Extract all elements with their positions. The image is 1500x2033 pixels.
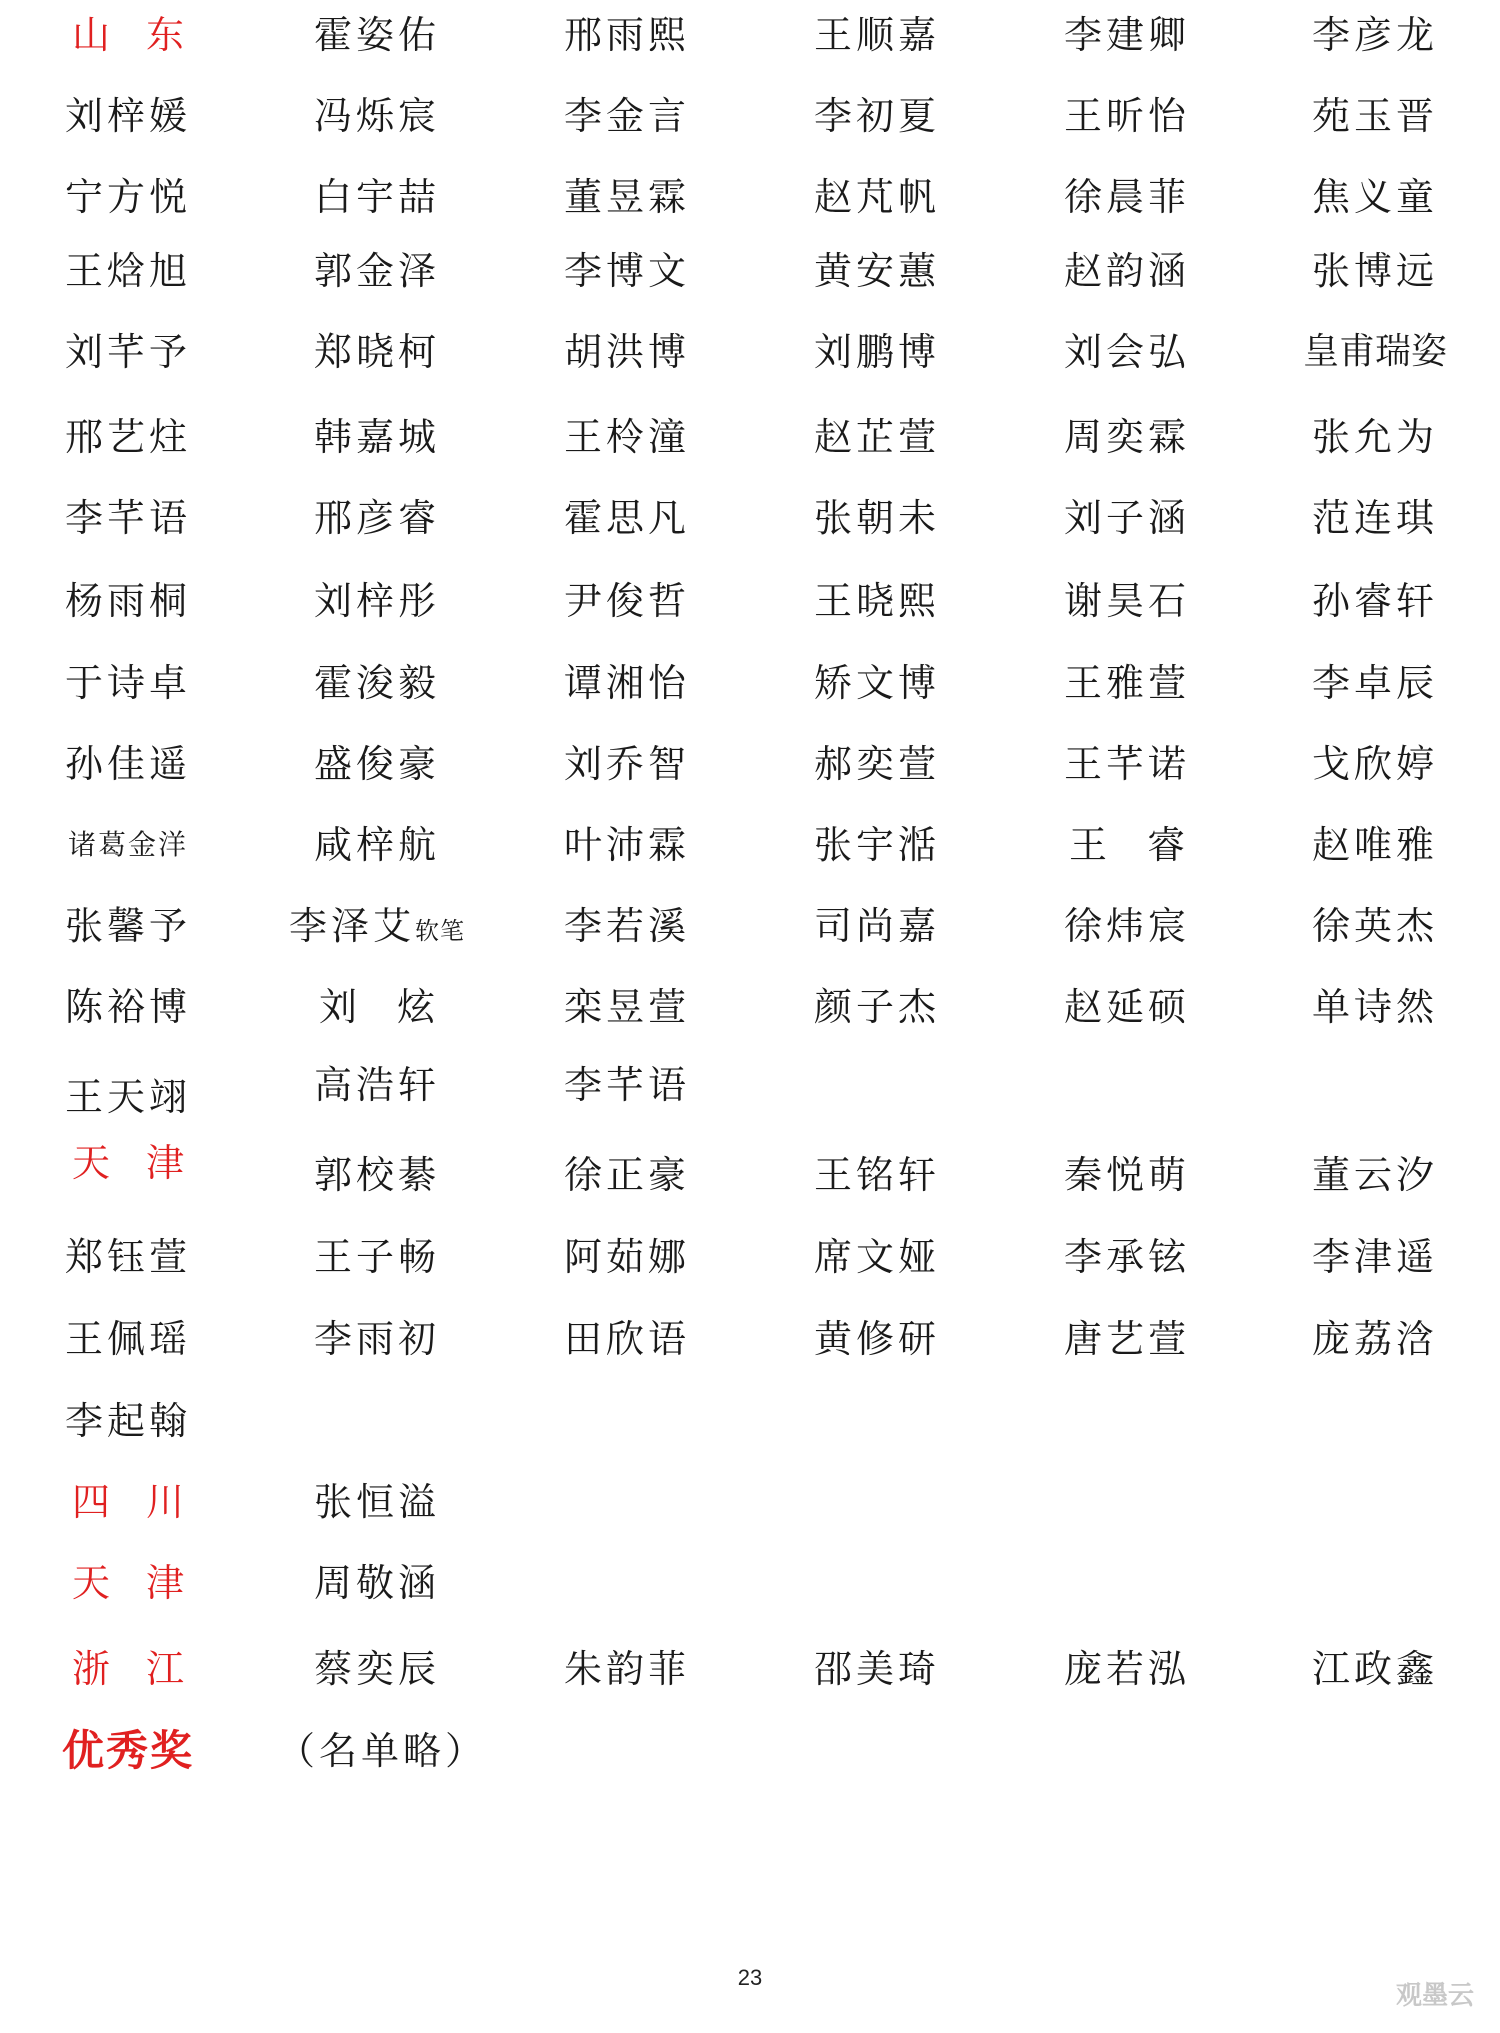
name-cell: 刘炫 bbox=[318, 985, 475, 1029]
name-cell: 孙睿轩 bbox=[1311, 579, 1438, 623]
name-cell: 郭金泽 bbox=[313, 249, 440, 293]
name-cell: 董昱霖 bbox=[563, 175, 690, 219]
table-row bbox=[0, 1216, 1500, 1298]
name-cell: 刘梓媛 bbox=[64, 94, 191, 138]
name-cell: 张馨予 bbox=[64, 904, 191, 948]
name-cell: 黄安蕙 bbox=[813, 249, 940, 293]
name-cell: 周敬涵 bbox=[313, 1561, 440, 1605]
name-cell: 李芊语 bbox=[64, 496, 191, 540]
name-cell: 张允为 bbox=[1311, 415, 1438, 459]
list-omitted-note: （名单略） bbox=[277, 1729, 488, 1773]
name-cell: 朱韵菲 bbox=[563, 1647, 690, 1691]
name-cell: 王柃潼 bbox=[563, 415, 690, 459]
table-row bbox=[0, 1380, 1500, 1462]
name-cell: 霍姿佑 bbox=[313, 13, 440, 57]
name-cell bbox=[277, 885, 477, 967]
name-cell: 王佩瑶 bbox=[64, 1317, 191, 1361]
name-cell: 江政鑫 bbox=[1311, 1647, 1438, 1691]
table-row bbox=[0, 75, 1500, 157]
name-cell: 邢雨熙 bbox=[563, 13, 690, 57]
name-cell: 王睿 bbox=[1068, 823, 1225, 867]
table-row bbox=[0, 0, 1500, 76]
name-cell: 白宇喆 bbox=[313, 175, 440, 219]
name-text: 李泽艾 bbox=[288, 904, 415, 948]
name-cell: 杨雨桐 bbox=[64, 579, 191, 623]
table-row bbox=[0, 1542, 1500, 1624]
name-cell: 赵延硕 bbox=[1063, 985, 1190, 1029]
name-cell: 王芊诺 bbox=[1063, 742, 1190, 786]
name-cell: 刘乔智 bbox=[563, 742, 690, 786]
name-cell: 席文娅 bbox=[813, 1235, 940, 1279]
name-cell: 咸梓航 bbox=[313, 823, 440, 867]
name-cell: 胡洪博 bbox=[563, 330, 690, 374]
table-row bbox=[0, 396, 1500, 478]
name-cell: 高浩轩 bbox=[313, 1063, 440, 1107]
name-cell: 李起翰 bbox=[64, 1399, 191, 1443]
name-cell: 陈裕博 bbox=[64, 985, 191, 1029]
name-cell: 刘芊予 bbox=[64, 330, 191, 374]
name-cell: 张恒溢 bbox=[313, 1480, 440, 1524]
name-cell: 冯烁宸 bbox=[313, 94, 440, 138]
name-cell: 李卓辰 bbox=[1311, 661, 1438, 705]
name-cell: 张朝未 bbox=[813, 496, 940, 540]
name-cell: 谢昊石 bbox=[1063, 579, 1190, 623]
name-cell: 阿茹娜 bbox=[563, 1235, 690, 1279]
name-cell: 李彦龙 bbox=[1311, 13, 1438, 57]
name-cell: 王昕怡 bbox=[1063, 94, 1190, 138]
name-cell: 赵唯雅 bbox=[1311, 823, 1438, 867]
name-cell: 诸葛金洋 bbox=[67, 828, 188, 861]
table-row bbox=[0, 723, 1500, 805]
name-cell: 刘梓彤 bbox=[313, 579, 440, 623]
name-cell: 孙佳遥 bbox=[64, 742, 191, 786]
name-cell: 田欣语 bbox=[563, 1317, 690, 1361]
name-cell: 秦悦萌 bbox=[1063, 1153, 1190, 1197]
name-cell: 李初夏 bbox=[813, 94, 940, 138]
name-cell: 王顺嘉 bbox=[813, 13, 940, 57]
name-cell: 邵美琦 bbox=[813, 1647, 940, 1691]
name-cell: 徐晨菲 bbox=[1063, 175, 1190, 219]
name-cell: 韩嘉城 bbox=[313, 415, 440, 459]
table-row bbox=[0, 1134, 1500, 1216]
name-cell: 栾昱萱 bbox=[563, 985, 690, 1029]
watermark-logo: 观墨云 bbox=[1395, 1981, 1474, 2011]
name-cell: 赵韵涵 bbox=[1063, 249, 1190, 293]
name-cell: 郑钰萱 bbox=[64, 1235, 191, 1279]
excellence-award-heading: 优秀奖 bbox=[61, 1726, 194, 1775]
name-cell: 李金言 bbox=[563, 94, 690, 138]
name-cell: 王铭轩 bbox=[813, 1153, 940, 1197]
name-cell: 焦义童 bbox=[1311, 175, 1438, 219]
name-cell: 庞荔浛 bbox=[1311, 1317, 1438, 1361]
name-cell: 徐炜宸 bbox=[1063, 904, 1190, 948]
name-cell: 周奕霖 bbox=[1063, 415, 1190, 459]
name-cell: 郑晓柯 bbox=[313, 330, 440, 374]
table-row bbox=[0, 642, 1500, 724]
name-cell: 苑玉晋 bbox=[1311, 94, 1438, 138]
table-row bbox=[0, 1461, 1500, 1543]
region-heading-tianjin: 天津 bbox=[71, 1561, 220, 1605]
table-row bbox=[0, 885, 1500, 967]
name-cell: 徐英杰 bbox=[1311, 904, 1438, 948]
name-cell: 刘会弘 bbox=[1063, 330, 1190, 374]
name-cell: 刘子涵 bbox=[1063, 496, 1190, 540]
name-cell: 王天翊 bbox=[64, 1075, 191, 1119]
name-cell: 戈欣婷 bbox=[1311, 742, 1438, 786]
table-row bbox=[0, 230, 1500, 312]
table-row bbox=[0, 1298, 1500, 1380]
name-cell: 赵芷萱 bbox=[813, 415, 940, 459]
table-row bbox=[0, 477, 1500, 559]
table-row bbox=[0, 1628, 1500, 1710]
name-cell: 叶沛霖 bbox=[563, 823, 690, 867]
table-row bbox=[0, 804, 1500, 886]
name-cell: 张宇湉 bbox=[813, 823, 940, 867]
name-cell: 王焓旭 bbox=[64, 249, 191, 293]
name-cell: 李若溪 bbox=[563, 904, 690, 948]
name-cell: 谭湘怡 bbox=[563, 661, 690, 705]
name-cell: 霍思凡 bbox=[563, 496, 690, 540]
table-row bbox=[0, 311, 1500, 393]
name-cell: 霍浚毅 bbox=[313, 661, 440, 705]
name-cell: 刘鹏博 bbox=[813, 330, 940, 374]
name-cell: 邢艺炷 bbox=[64, 415, 191, 459]
name-cell: 李芊语 bbox=[563, 1063, 690, 1107]
table-row bbox=[0, 156, 1500, 238]
name-cell: 矫文博 bbox=[813, 661, 940, 705]
name-cell: 郭校綦 bbox=[313, 1153, 440, 1197]
name-cell: 范连琪 bbox=[1311, 496, 1438, 540]
name-cell: 于诗卓 bbox=[64, 661, 191, 705]
name-cell: 张博远 bbox=[1311, 249, 1438, 293]
name-cell: 庞若泓 bbox=[1063, 1647, 1190, 1691]
name-cell: 董云汐 bbox=[1311, 1153, 1438, 1197]
name-cell: 单诗然 bbox=[1311, 985, 1438, 1029]
table-row bbox=[0, 1044, 1500, 1126]
name-cell: 宁方悦 bbox=[64, 175, 191, 219]
name-cell: 李博文 bbox=[563, 249, 690, 293]
name-cell: 皇甫瑞姿 bbox=[1302, 331, 1447, 372]
name-cell: 李承铉 bbox=[1063, 1235, 1190, 1279]
region-heading-tianjin: 天津 bbox=[71, 1141, 220, 1185]
name-cell: 徐正豪 bbox=[563, 1153, 690, 1197]
page-number: 23 bbox=[737, 1965, 763, 1990]
table-row bbox=[0, 560, 1500, 642]
region-heading-sichuan: 四川 bbox=[71, 1480, 220, 1524]
name-cell: 王子畅 bbox=[313, 1235, 440, 1279]
name-cell: 黄修研 bbox=[813, 1317, 940, 1361]
table-row bbox=[0, 1710, 1500, 1792]
name-cell: 唐艺萱 bbox=[1063, 1317, 1190, 1361]
name-cell: 尹俊哲 bbox=[563, 579, 690, 623]
name-cell: 李雨初 bbox=[313, 1317, 440, 1361]
name-cell: 郝奕萱 bbox=[813, 742, 940, 786]
name-cell: 王雅萱 bbox=[1063, 661, 1190, 705]
table-row bbox=[0, 966, 1500, 1048]
region-heading-shandong: 山东 bbox=[71, 13, 220, 57]
softbrush-note: 软笔 bbox=[415, 917, 465, 945]
name-cell: 司尚嘉 bbox=[813, 904, 940, 948]
name-cell: 赵芃帆 bbox=[813, 175, 940, 219]
name-cell: 蔡奕辰 bbox=[313, 1647, 440, 1691]
name-cell: 李津遥 bbox=[1311, 1235, 1438, 1279]
name-cell: 颜子杰 bbox=[813, 985, 940, 1029]
name-cell: 邢彦睿 bbox=[313, 496, 440, 540]
name-cell: 王晓熙 bbox=[813, 579, 940, 623]
name-cell: 李建卿 bbox=[1063, 13, 1190, 57]
region-heading-zhejiang: 浙江 bbox=[71, 1647, 220, 1691]
name-cell: 盛俊豪 bbox=[313, 742, 440, 786]
